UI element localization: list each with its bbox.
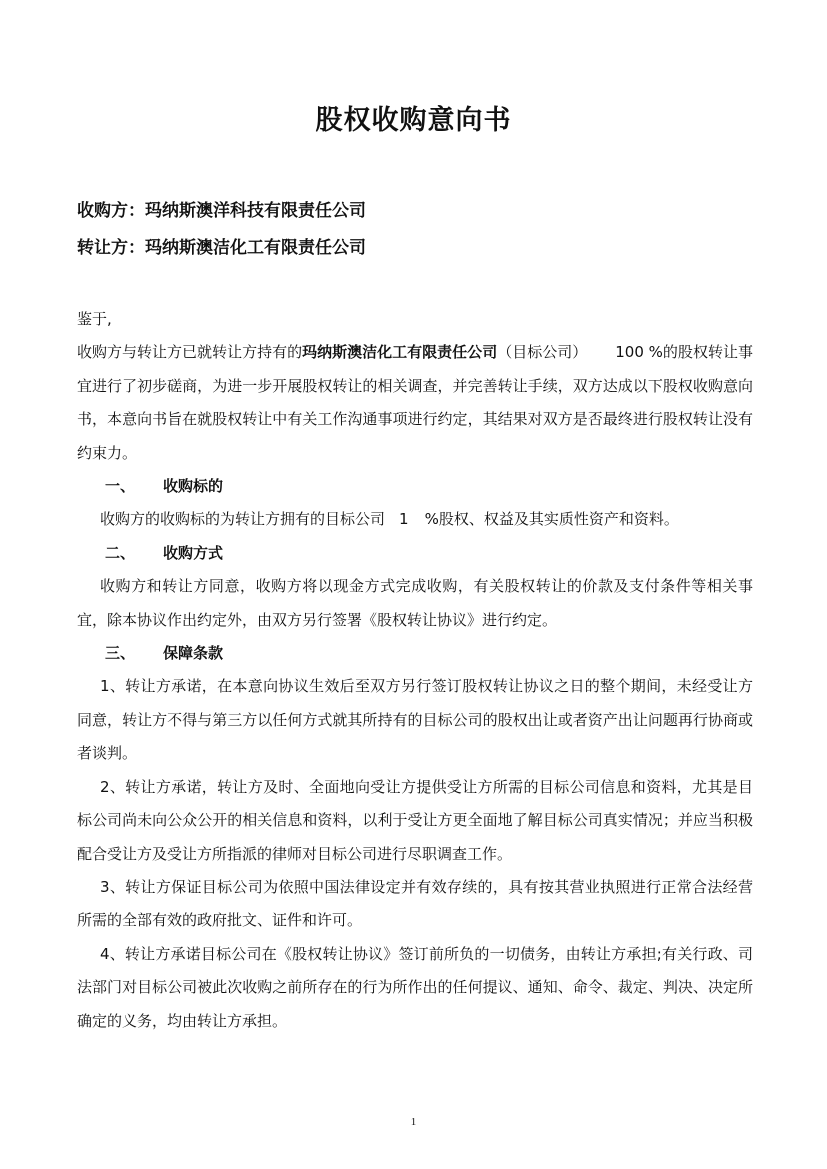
intro-percentage: 100 % xyxy=(615,343,663,362)
clause-1: 1、转让方承诺，在本意向协议生效后至双方另行签订股权转让协议之日的整个期间，未经受让方同意，转让方不得与第三方以任何方式就其所持有的目标公司的股权出让或者资产出让问题再行协商或者谈判。 xyxy=(77,677,753,763)
intro-text-b: （目标公司） xyxy=(497,343,588,362)
section-heading-1 xyxy=(77,470,753,503)
seller-line: 转让方：玛纳斯澳洁化工有限责任公司 xyxy=(77,238,366,258)
section-heading-2 xyxy=(77,537,753,570)
section-number-2: 二、 xyxy=(105,543,136,562)
section-paragraph-1 xyxy=(77,503,753,536)
section-heading-3 xyxy=(77,637,753,670)
intro-paragraph xyxy=(77,336,753,470)
section-paragraph-2: 收购方和转让方同意，收购方将以现金方式完成收购，有关股权转让的价款及支付条件等相关事宜，除本协议作出约定外，由双方另行签署《股权转让协议》进行约定。 xyxy=(77,577,753,629)
section-title-2: 收购方式 xyxy=(163,543,224,562)
section-title-1: 收购标的 xyxy=(163,477,224,496)
page-title: 股权收购意向书 xyxy=(315,105,512,136)
section-1-text-b: %股权、权益及其实质性资产和资料。 xyxy=(424,510,679,529)
section-1-text-a: 收购方的收购标的为转让方拥有的目标公司 xyxy=(100,510,386,529)
intro-text-c: 的股权转让事宜进行了初步磋商，为进一步开展股权转让的相关调查，并完善转让手续，双方达成以下股权收购意向书，本意向书旨在就股权转让中有关工作沟通事项进行约定，其结果对双方是否最终进行股权转让没有约束力。 xyxy=(77,343,753,462)
whereas-line: 鉴于, xyxy=(77,310,112,328)
section-number-3: 三、 xyxy=(105,644,136,663)
intro-text-a: 收购方与转让方已就转让方持有的 xyxy=(77,343,303,362)
target-company-name: 玛纳斯澳洁化工有限责任公司 xyxy=(302,343,498,362)
section-1-share-number: 1 xyxy=(399,510,409,529)
section-number-1: 一、 xyxy=(105,477,136,496)
clause-3: 3、转让方保证目标公司为依照中国法律设定并有效存续的，具有按其营业执照进行正常合法经营所需的全部有效的政府批文、证件和许可。 xyxy=(77,877,753,930)
section-title-3: 保障条款 xyxy=(163,644,224,663)
document-body xyxy=(77,303,753,1038)
page-number: 1 xyxy=(410,1116,417,1128)
buyer-line: 收购方：玛纳斯澳洋科技有限责任公司 xyxy=(77,201,366,221)
clause-4: 4、转让方承诺目标公司在《股权转让协议》签订前所负的一切债务，由转让方承担;有关行政、司法部门对目标公司被此次收购之前所存在的行为所作出的任何提议、通知、命令、裁定、判决、决定所确定的义务，均由转让方承担。 xyxy=(77,944,753,1030)
clause-2: 2、转让方承诺，转让方及时、全面地向受让方提供受让方所需的目标公司信息和资料，尤其是目标公司尚未向公众公开的相关信息和资料，以利于受让方更全面地了解目标公司真实情况；并应当积极配合受让方及受让方所指派的律师对目标公司进行尽职调查工作。 xyxy=(77,777,753,863)
